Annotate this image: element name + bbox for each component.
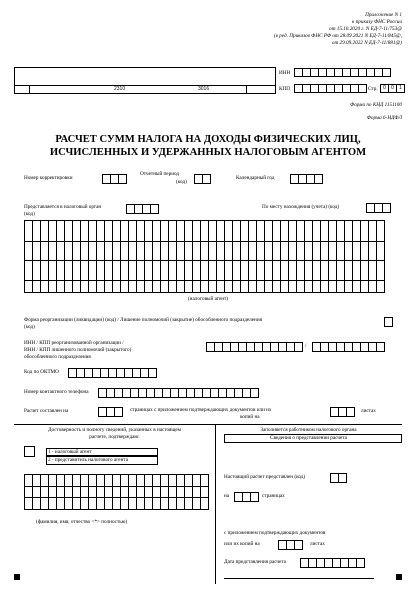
option-1-label: 1 - налоговый агент xyxy=(48,449,92,455)
sheets-label-2: листах xyxy=(310,541,325,547)
phone-label: Номер контактного телефона xyxy=(24,389,89,395)
inn-cells[interactable] xyxy=(294,68,391,77)
tax-authority-label: Представляется в налоговый орган xyxy=(24,204,102,210)
reorg-slash: / xyxy=(305,343,307,349)
order-line-2: от 15.10.2020 г. N ЕД-7-11/753@ xyxy=(329,26,402,32)
location-label: По месту нахождения (учета) (код) xyxy=(262,204,340,210)
fio-row-3[interactable] xyxy=(24,498,209,510)
page-digit: 0 xyxy=(389,85,397,93)
tax-agent-caption: (налоговый агент) xyxy=(187,296,229,302)
submitted-pages-cells[interactable] xyxy=(234,492,259,502)
corner-marker-bottom-left xyxy=(14,574,20,580)
inn-label: ИНН xyxy=(279,70,291,76)
signer-type-cell[interactable] xyxy=(24,446,35,457)
page-digit: 0 xyxy=(381,85,389,93)
reorg-inn-label-line-1: ИНН / КПП реорганизованной организации / xyxy=(24,340,124,346)
calendar-year-label: Календарный год xyxy=(236,175,275,181)
report-period-label: Отчетный период xyxy=(140,171,180,177)
report-period-code-label: (код) xyxy=(176,179,187,185)
reorg-form-label-line-1: Форма реорганизации (ликвидации) (код) / Лишение полномочий (закрытие) обособленного подразделения xyxy=(24,317,262,323)
tax-agent-row-2[interactable] xyxy=(24,241,385,261)
tax-authority-code-label: (код) xyxy=(24,211,35,217)
knd-code: Форма по КНД 1151100 xyxy=(350,102,402,108)
on-label: на xyxy=(224,493,230,499)
page-label: Стр. xyxy=(368,86,378,92)
fio-caption: (фамилия, имя, отчество <*> полностью) xyxy=(36,519,128,525)
page-digit: 1 xyxy=(397,85,405,93)
phone-cells[interactable] xyxy=(98,388,259,398)
page-number-cells xyxy=(380,84,405,93)
submitted-code-cells[interactable] xyxy=(330,473,347,483)
oktmo-cells[interactable] xyxy=(68,368,157,378)
composed-on-label: Расчет составлен на xyxy=(24,408,69,414)
submission-info-box xyxy=(224,434,402,443)
pages-with-docs-label: страницах с приложением подтверждающих документов или их xyxy=(130,407,272,413)
submitted-code-label: Настоящий расчет представлен (код) xyxy=(224,474,306,480)
tax-agent-row-1[interactable] xyxy=(24,220,385,242)
barcode-area xyxy=(14,67,276,94)
composed-pages-cells[interactable] xyxy=(98,407,123,417)
reorg-form-cells[interactable] xyxy=(384,317,393,327)
form-name: Форма 6-НДФЛ xyxy=(366,115,402,121)
order-line-1: к приказу ФНС России xyxy=(351,19,402,25)
reorg-kpp-cells[interactable] xyxy=(312,342,385,352)
code-right: 3016 xyxy=(198,86,210,92)
reorg-inn-label-line-2: ИНН / КПП лишенного полномочий (закрытого) xyxy=(24,347,132,353)
order-line-4: от 29.09.2022 N ЕД-7-11/881@) xyxy=(331,40,402,46)
reorg-form-label-line-2: (код) xyxy=(24,324,35,330)
submission-info-label: Сведения о представлении расчета xyxy=(270,435,347,441)
sheets-label: листах xyxy=(361,408,376,414)
form-title-line-1: РАСЧЕТ СУММ НАЛОГА НА ДОХОДЫ ФИЗИЧЕСКИХ ЛИЦ, xyxy=(55,134,361,145)
order-line-3: (в ред. Приказов ФНС РФ от 28.09.2021 N ЕД-7-11/845@, xyxy=(273,33,402,39)
kpp-label: КПП xyxy=(279,86,290,92)
composed-sheets-cells[interactable] xyxy=(330,407,355,417)
submission-date-cells[interactable] xyxy=(300,558,365,568)
tax-office-title: Заполняется работником налогового органа xyxy=(260,427,357,433)
pages-label: страницах xyxy=(262,493,285,499)
or-copies-label: или их копий на xyxy=(224,541,260,547)
corner-marker-bottom-right xyxy=(396,574,402,580)
tax-agent-row-4[interactable] xyxy=(24,281,385,293)
copies-on-label: копий на xyxy=(240,414,260,420)
location-cells[interactable] xyxy=(366,203,391,213)
kpp-cells[interactable] xyxy=(294,84,367,93)
calendar-year-cells[interactable] xyxy=(290,174,323,184)
code-left: 2310 xyxy=(114,86,126,92)
correction-number-cells[interactable] xyxy=(102,174,127,184)
tax-agent-row-3[interactable] xyxy=(24,261,385,281)
reorg-inn-label-line-3: обособленного подразделения xyxy=(24,354,91,360)
appendix-label: Приложение N 1 xyxy=(365,12,402,18)
oktmo-label: Код по ОКТМО xyxy=(24,369,59,375)
option-2-label: 2 - представитель налогового агента xyxy=(48,457,129,463)
confirm-title-line-1: Достоверность и полноту сведений, указанных в настоящем xyxy=(48,427,181,433)
tax-authority-cells[interactable] xyxy=(126,204,159,214)
submitted-sheets-cells[interactable] xyxy=(278,540,303,550)
reorg-inn-cells[interactable] xyxy=(206,342,303,352)
with-docs-label: с приложением подтверждающих документов xyxy=(224,530,326,536)
fio-row-2[interactable] xyxy=(24,486,209,498)
correction-number-label: Номер корректировки xyxy=(24,175,73,181)
report-period-cells[interactable] xyxy=(194,174,211,184)
confirm-title-line-2: расчете, подтверждаю: xyxy=(89,434,140,440)
form-title-line-2: ИСЧИСЛЕННЫХ И УДЕРЖАННЫХ НАЛОГОВЫМ АГЕНТОМ xyxy=(49,147,367,158)
submission-date-label: Дата представления расчета xyxy=(224,559,286,565)
